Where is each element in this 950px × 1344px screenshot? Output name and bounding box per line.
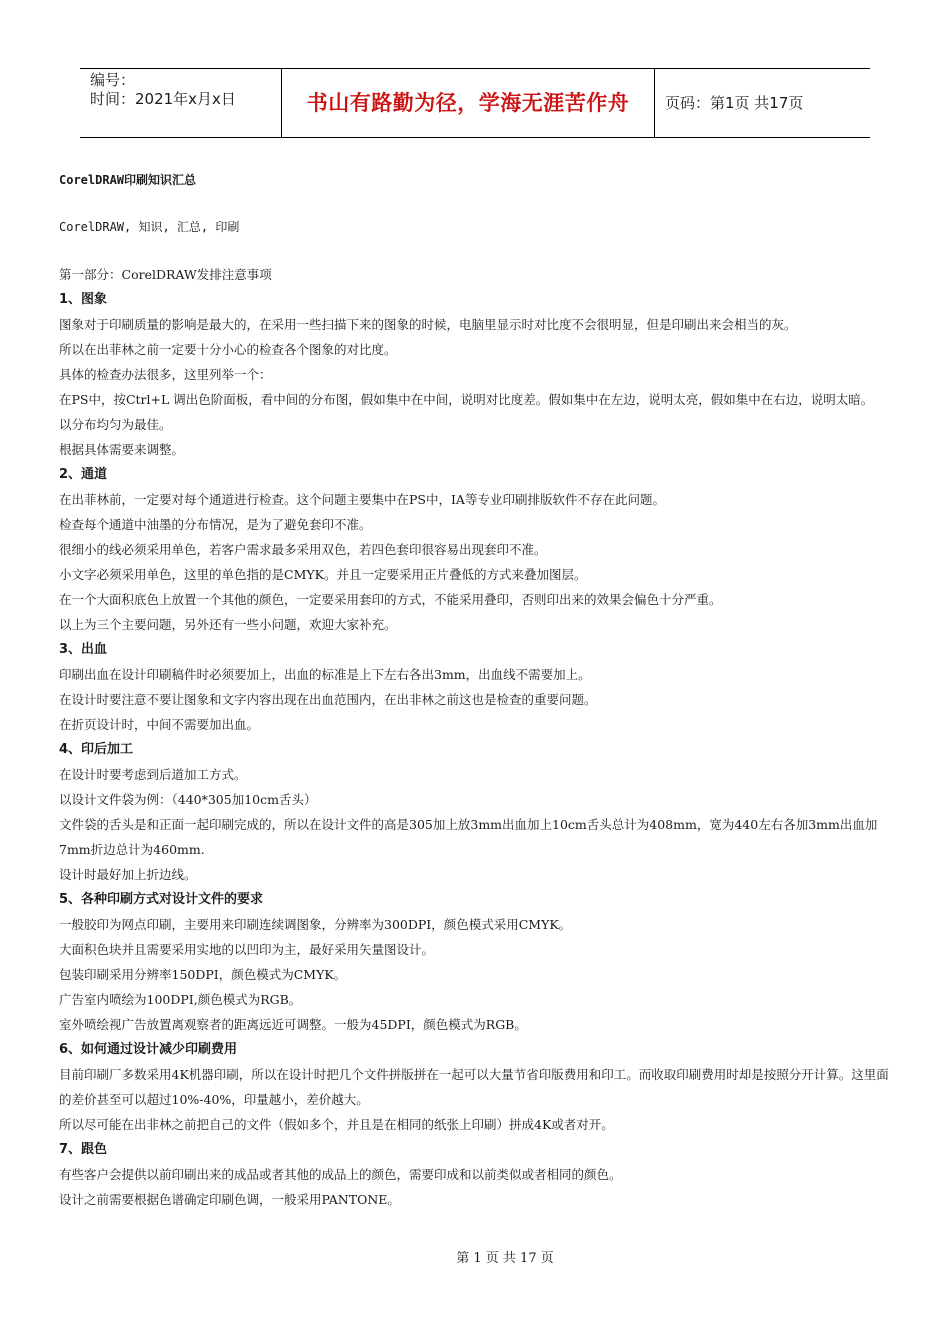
paragraph: 广告室内喷绘为100DPI,颜色模式为RGB。 <box>59 992 302 1007</box>
document-number-label: 编号： <box>90 71 136 89</box>
paragraph: 在PS中，按Ctrl+L 调出色阶面板，看中间的分布图，假如集中在中间，说明对比度差。假如集中在左边，说明太亮，假如集中在右边，说明太暗。 <box>59 392 874 407</box>
paragraph: 所以在出菲林之前一定要十分小心的检查各个图象的对比度。 <box>59 342 397 357</box>
paragraph: 在折页设计时，中间不需要加出血。 <box>59 717 260 732</box>
paragraph: 所以尽可能在出非林之前把自己的文件（假如多个，并且是在相同的纸张上印刷）拼成4K或者对开。 <box>59 1117 614 1132</box>
paragraph: 室外喷绘视广告放置离观察者的距离远近可调整。一般为45DPI，颜色模式为RGB。 <box>59 1017 527 1032</box>
header-meta <box>80 69 282 137</box>
paragraph: 在设计时要注意不要让图象和文字内容出现在出血范围内，在出非林之前这也是检查的重要问题。 <box>59 692 597 707</box>
paragraph: 以分布均匀为最佳。 <box>59 417 172 432</box>
paragraph: 以上为三个主要问题，另外还有一些小问题，欢迎大家补充。 <box>59 617 397 632</box>
paragraph: 目前印刷厂多数采用4K机器印刷，所以在设计时把几个文件拼版拼在一起可以大量节省印版费用和印工。而收取印刷费用时却是按照分开计算。这里面的差价甚至可以超过10%-40%，印量越小，差价越大。 <box>59 1067 889 1107</box>
section-heading: 1、图象 <box>59 292 108 307</box>
paragraph: 在一个大面积底色上放置一个其他的颜色，一定要采用套印的方式，不能采用叠印，否则印出来的效果会偏色十分严重。 <box>59 592 722 607</box>
document-keywords: CorelDRAW, 知识, 汇总, 印刷 <box>59 220 240 234</box>
header-page-info: 页码：第1页 共17页 <box>665 94 804 112</box>
paragraph: 在出菲林前，一定要对每个通道进行检查。这个问题主要集中在PS中，IA等专业印刷排版软件不存在此问题。 <box>59 492 665 507</box>
page-header <box>80 68 870 138</box>
section-heading: 5、各种印刷方式对设计文件的要求 <box>59 892 264 907</box>
paragraph: 在设计时要考虑到后道加工方式。 <box>59 767 247 782</box>
paragraph: 以设计文件袋为例：（440*305加10cm舌头） <box>59 792 317 807</box>
page-footer: 第 1 页 共 17 页 <box>456 1251 554 1266</box>
paragraph: 大面积色块并且需要采用实地的以凹印为主，最好采用矢量图设计。 <box>59 942 435 957</box>
paragraph: 印刷出血在设计印刷稿件时必须要加上，出血的标准是上下左右各出3mm，出血线不需要加上。 <box>59 667 591 682</box>
paragraph: 有些客户会提供以前印刷出来的成品或者其他的成品上的颜色，需要印成和以前类似或者相同的颜色。 <box>59 1167 622 1182</box>
paragraph: 包装印刷采用分辨率150DPI，颜色模式为CMYK。 <box>59 967 347 982</box>
paragraph: 文件袋的舌头是和正面一起印刷完成的，所以在设计文件的高是305加上放3mm出血加上10cm舌头总计为408mm，宽为440左右各加3mm出血加7mm折边总计为460mm. <box>59 817 878 857</box>
paragraph: 具体的检查办法很多，这里列举一个： <box>59 367 272 382</box>
section-heading: 7、跟色 <box>59 1142 108 1157</box>
document-time-label: 时间：2021年x月x日 <box>90 90 236 108</box>
section-heading: 3、出血 <box>59 642 108 657</box>
paragraph: 一般胶印为网点印刷，主要用来印刷连续调图象，分辨率为300DPI，颜色模式采用CMYK。 <box>59 917 572 932</box>
paragraph: 检查每个通道中油墨的分布情况，是为了避免套印不准。 <box>59 517 372 532</box>
paragraph: 很细小的线必须采用单色，若客户需求最多采用双色，若四色套印很容易出现套印不准。 <box>59 542 547 557</box>
paragraph: 图象对于印刷质量的影响是最大的，在采用一些扫描下来的图象的时候，电脑里显示时对比度不会很明显，但是印刷出来会相当的灰。 <box>59 317 797 332</box>
paragraph: 设计时最好加上折边线。 <box>59 867 197 882</box>
header-motto: 书山有路勤为径，学海无涯苦作舟 <box>282 69 655 137</box>
paragraph: 小文字必须采用单色，这里的单色指的是CMYK。并且一定要采用正片叠低的方式来叠加图层。 <box>59 567 587 582</box>
paragraph: 根据具体需要来调整。 <box>59 442 185 457</box>
document-title: CorelDRAW印刷知识汇总 <box>59 173 197 187</box>
document-body <box>59 168 899 1212</box>
section-heading: 4、印后加工 <box>59 742 134 757</box>
part-title: 第一部分：CorelDRAW发排注意事项 <box>59 267 272 282</box>
paragraph: 设计之前需要根据色谱确定印刷色调，一般采用PANTONE。 <box>59 1192 400 1207</box>
section-heading: 6、如何通过设计减少印刷费用 <box>59 1042 238 1057</box>
section-heading: 2、通道 <box>59 467 108 482</box>
